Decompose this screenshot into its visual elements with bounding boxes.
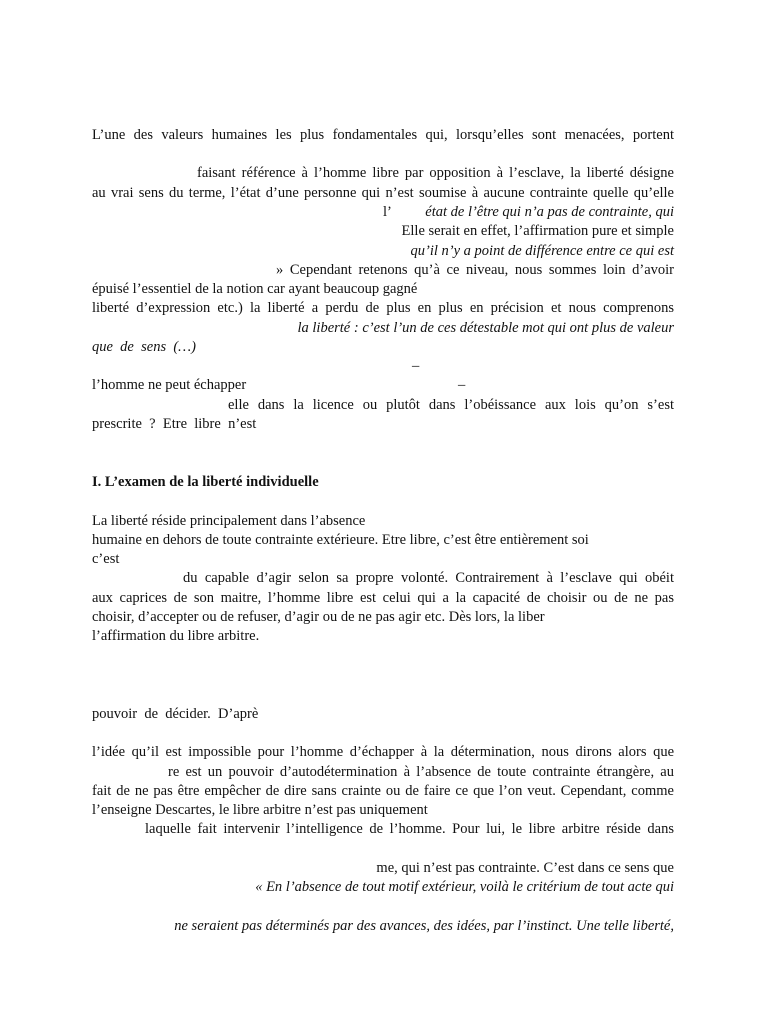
text-line: me, qui n’est pas contrainte. C’est dans ce sens que xyxy=(376,860,674,876)
text-line: – xyxy=(412,358,420,374)
text-line: re est un pouvoir d’autodétermination à l’absence de toute contrainte étrangère, au xyxy=(168,764,674,780)
text-line: » Cependant retenons qu’à ce niveau, nous sommes loin d’avoir xyxy=(276,262,674,278)
text-line: la liberté : c’est l’un de ces détestable mot qui ont plus de valeur xyxy=(297,320,674,336)
text-line: qu’il n’y a point de différence entre ce qui est xyxy=(410,243,674,259)
text-line: l’homme ne peut échapper xyxy=(92,377,247,393)
section-heading: I. L’examen de la liberté individuelle xyxy=(92,474,319,490)
text-line: Elle serait en effet, l’affirmation pure et simple xyxy=(401,223,674,239)
text-line: au vrai sens du terme, l’état d’une personne qui n’est soumise à aucune contrainte quelle qu’elle xyxy=(92,185,674,201)
text-line: l’ xyxy=(383,204,392,220)
text-line: ne seraient pas déterminés par des avances, des idées, par l’instinct. Une telle liberté, xyxy=(174,918,674,934)
text-line: du capable d’agir selon sa propre volonté. Contrairement à l’esclave qui obéit xyxy=(183,570,674,586)
text-line: humaine en dehors de toute contrainte extérieure. Etre libre, c’est être entièrement soi xyxy=(92,532,589,548)
text-line: elle dans la licence ou plutôt dans l’obéissance aux lois qu’on s’est xyxy=(228,397,674,413)
text-line: aux caprices de son maitre, l’homme libre est celui qui a la capacité de choisir ou de ne pas xyxy=(92,590,674,606)
text-line: – xyxy=(458,377,466,393)
text-line: liberté d’expression etc.) la liberté a perdu de plus en plus en précision et nous comprenons xyxy=(92,300,674,316)
text-line: laquelle fait intervenir l’intelligence de l’homme. Pour lui, le libre arbitre réside dans xyxy=(145,821,674,837)
text-line: épuisé l’essentiel de la notion car ayant beaucoup gagné xyxy=(92,281,418,297)
text-line: l’idée qu’il est impossible pour l’homme d’échapper à la détermination, nous dirons alors que xyxy=(92,744,674,760)
text-line: c’est xyxy=(92,551,120,567)
text-line: état de l’être qui n’a pas de contrainte, qui xyxy=(425,204,674,220)
text-line: choisir, d’accepter ou de refuser, d’agir ou de ne pas agir etc. Dès lors, la liber xyxy=(92,609,545,625)
text-line: La liberté réside principalement dans l’absence xyxy=(92,513,366,529)
text-line: l’affirmation du libre arbitre. xyxy=(92,628,260,644)
text-line: fait de ne pas être empêcher de dire sans crainte ou de faire ce que l’on veut. Cependant, comme xyxy=(92,783,674,799)
text-line: prescrite ? Etre libre n’est xyxy=(92,416,257,432)
text-line: pouvoir de décider. D’aprè xyxy=(92,706,259,722)
text-line: « En l’absence de tout motif extérieur, voilà le critérium de tout acte qui xyxy=(255,879,674,895)
text-line: l’enseigne Descartes, le libre arbitre n’est pas uniquement xyxy=(92,802,428,818)
text-line: faisant référence à l’homme libre par opposition à l’esclave, la liberté désigne xyxy=(197,165,674,181)
text-line: que de sens (…) xyxy=(92,339,196,355)
text-line: L’une des valeurs humaines les plus fondamentales qui, lorsqu’elles sont menacées, portent xyxy=(92,127,674,143)
